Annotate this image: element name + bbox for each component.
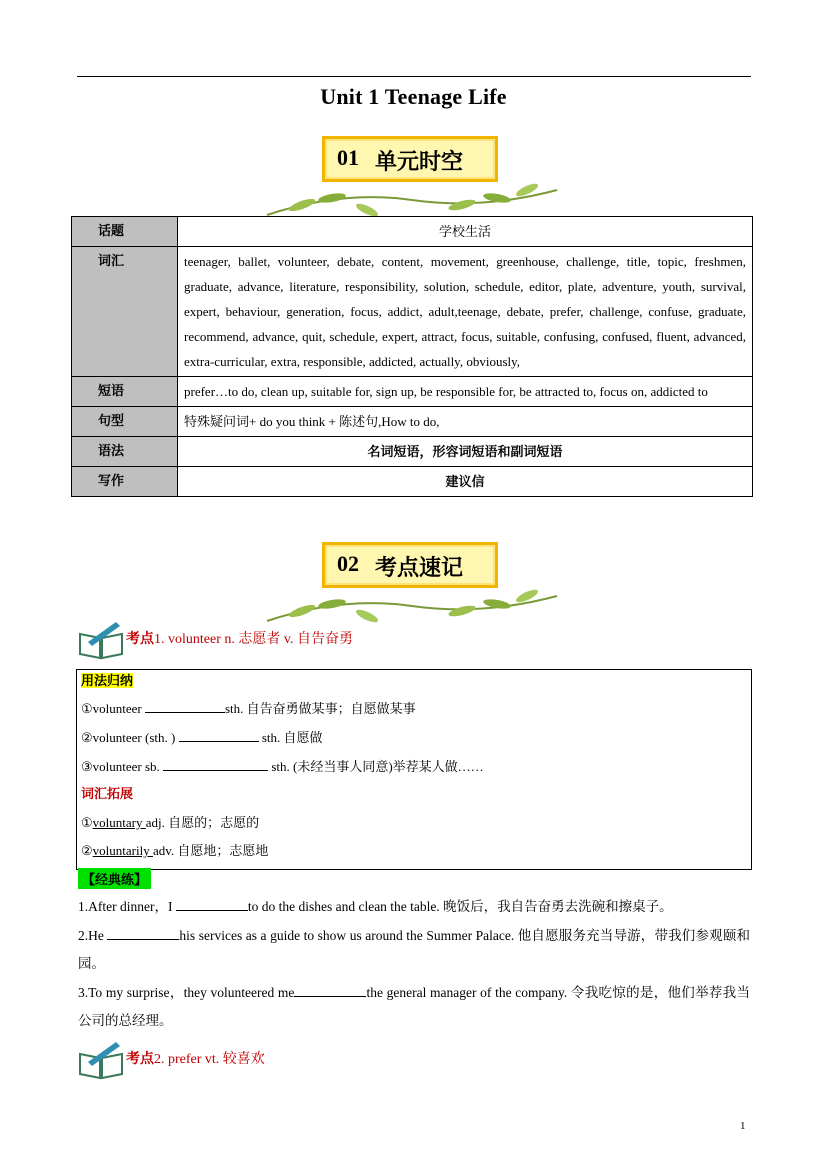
row-header: 写作 [72, 467, 178, 497]
answer-blank[interactable] [163, 770, 268, 771]
usage-line-1: ①volunteer sth. 自告奋勇做某事；自愿做某事 [81, 701, 416, 716]
row-header: 词汇 [72, 247, 178, 377]
extension-heading: 词汇拓展 [81, 786, 134, 801]
header-rule [77, 76, 751, 77]
book-pen-icon [78, 1040, 124, 1080]
row-value: prefer…to do, clean up, suitable for, sign up, be responsible for, be attracted to, focus on, addicted to [178, 377, 753, 407]
point-label: 考点1. volunteer n. 志愿者 v. 自告奋勇 [126, 631, 353, 647]
page-number: 1 [740, 1120, 746, 1132]
row-value: teenager, ballet, volunteer, debate, content, movement, greenhouse, challenge, title, topic, freshmen, graduate, advance, literature, responsibility, solution, schedule, editor, plate, adventure, youth, survival, expert, behaviour, generation, focus, addict, adult,teenage, debate, prefer, challenge, confuse, graduate, recommend, advance, quit, schedule, expert, attract, focus, suitable, confusing, confused, fluent, advanced, extra-curricular, extra, responsible, addicted, actually, obviously, [178, 247, 753, 377]
answer-blank[interactable] [179, 741, 259, 742]
page-title: Unit 1 Teenage Life [320, 84, 507, 109]
row-value: 名词短语，形容词短语和副词短语 [178, 437, 753, 467]
banner-text: 单元时空 [375, 150, 464, 175]
row-header: 句型 [72, 407, 178, 437]
table-row [72, 437, 753, 467]
row-value: 特殊疑问词+ do you think + 陈述句,How to do, [178, 407, 753, 437]
extension-line-2: ②voluntarily adv. 自愿地；志愿地 [81, 843, 269, 858]
row-header: 语法 [72, 437, 178, 467]
answer-blank[interactable] [145, 712, 225, 713]
table-row [72, 407, 753, 437]
usage-line-3: ③volunteer sb. sth. (未经当事人同意)举荐某人做…… [81, 759, 484, 774]
book-pen-icon [78, 620, 124, 660]
banner-text: 考点速记 [375, 556, 464, 581]
answer-blank[interactable] [176, 910, 248, 911]
row-header: 短语 [72, 377, 178, 407]
exercise-2: 2.He his services as a guide to show us around the Summer Palace. 他自愿服务充当导游，带我们参观颐和园。 [78, 928, 750, 971]
table-row [72, 217, 753, 247]
table-row [72, 467, 753, 497]
usage-line-2: ②volunteer (sth. ) sth. 自愿做 [81, 730, 323, 745]
row-value: 建议信 [178, 467, 753, 497]
answer-blank[interactable] [107, 939, 179, 940]
usage-box [76, 669, 752, 870]
section-banner-1 [262, 132, 562, 212]
banner-box [322, 542, 498, 588]
banner-number: 01 [337, 145, 359, 170]
practice-label: 【经典练】 [78, 868, 151, 889]
extension-line-1: ①voluntary adj. 自愿的；志愿的 [81, 815, 260, 830]
banner-box [322, 136, 498, 182]
point-label: 考点2. prefer vt. 较喜欢 [126, 1051, 265, 1067]
section-banner-2 [262, 538, 562, 618]
usage-heading: 用法归纳 [81, 673, 134, 688]
row-header: 话题 [72, 217, 178, 247]
table-row [72, 247, 753, 377]
table-row [72, 377, 753, 407]
unit-overview-table [71, 216, 753, 497]
row-value: 学校生活 [178, 217, 753, 247]
answer-blank[interactable] [294, 996, 366, 997]
banner-number: 02 [337, 551, 359, 576]
exercise-3: 3.To my surprise，they volunteered me the general manager of the company. 令我吃惊的是，他们举荐我当公司的总经理。 [78, 985, 750, 1028]
exercise-1: 1.After dinner，I to do the dishes and clean the table. 晚饭后，我自告奋勇去洗碗和擦桌子。 [78, 899, 673, 914]
